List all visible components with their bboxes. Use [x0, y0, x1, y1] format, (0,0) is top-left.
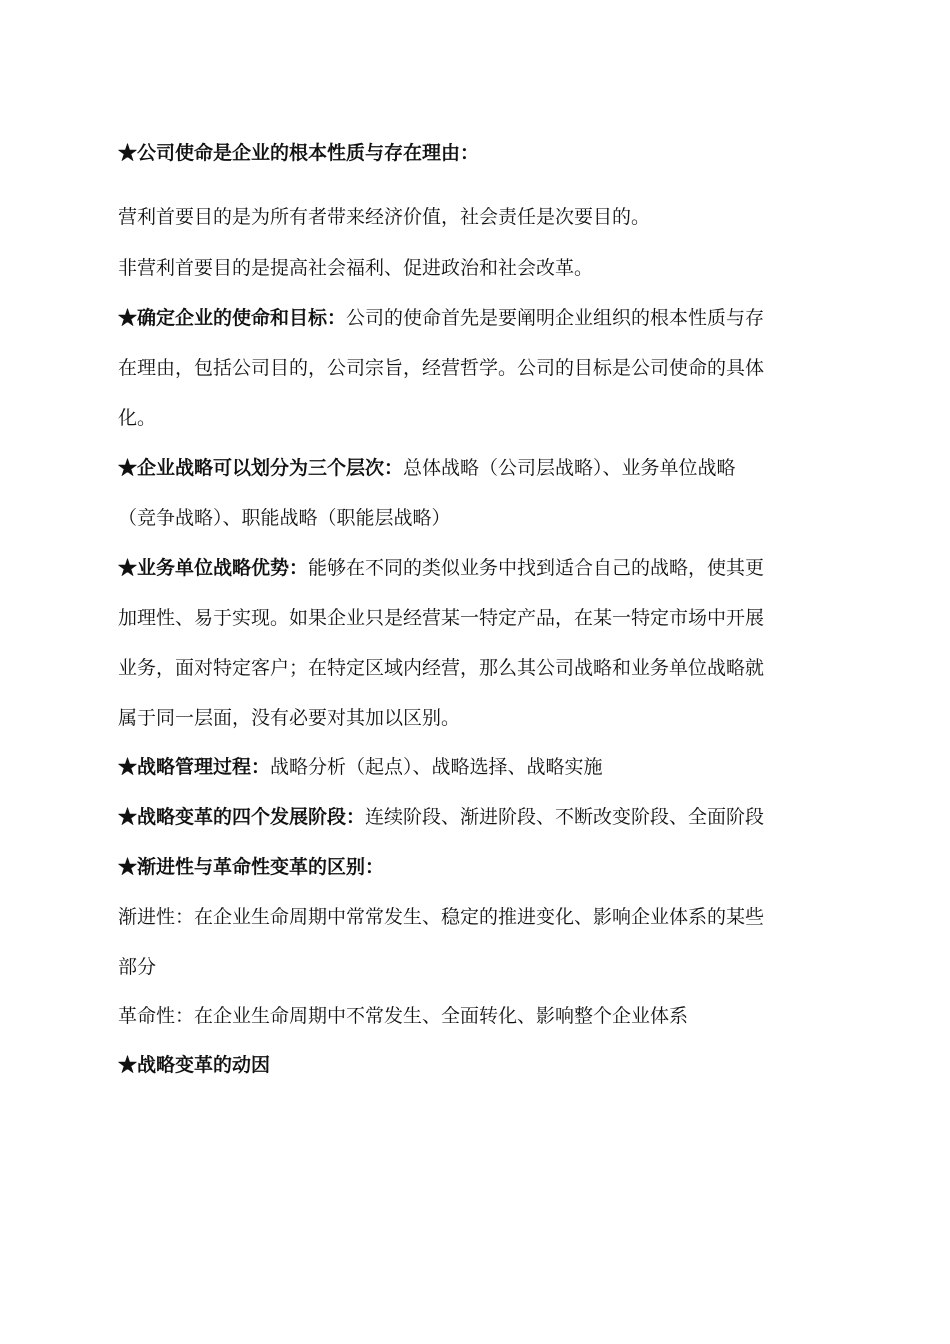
paragraph-nonprofit-purpose: 非营利首要目的是提高社会福利、促进政治和社会改革。 — [118, 257, 594, 279]
paragraph-incremental-change: 渐进性：在企业生命周期中常常发生、稳定的推进变化、影响企业体系的某些 部分 — [118, 906, 765, 978]
paragraph-strategy-levels: ★企业战略可以划分为三个层次：总体战略（公司层战略）、业务单位战略 （竞争战略）、职能战略（职能层战略） — [118, 457, 736, 529]
heading-strategy-process: ★战略管理过程： — [118, 756, 271, 778]
paragraph-profit-purpose: 营利首要目的是为所有者带来经济价值，社会责任是次要目的。 — [118, 206, 651, 228]
paragraph-change-stages: ★战略变革的四个发展阶段：连续阶段、渐进阶段、不断改变阶段、全面阶段 — [118, 806, 765, 828]
heading-strategy-levels: ★企业战略可以划分为三个层次： — [118, 457, 404, 479]
paragraph-revolutionary-change: 革命性：在企业生命周期中不常发生、全面转化、影响整个企业体系 — [118, 1005, 689, 1027]
heading-change-stages: ★战略变革的四个发展阶段： — [118, 806, 366, 828]
paragraph-strategy-process: ★战略管理过程：战略分析（起点）、战略选择、战略实施 — [118, 756, 603, 778]
paragraph-business-unit-advantage: ★业务单位战略优势：能够在不同的类似业务中找到适合自己的战略，使其更 加理性、易于实现。如果企业只是经营某一特定产品，在某一特定市场中开展 业务，面对特定客户；在特定区域内经营，那么其公司战略和业务单位战略就 属于同一层面，没有必要对其加以区别。 — [118, 557, 765, 729]
heading-mission-and-goals: ★确定企业的使命和目标： — [118, 307, 347, 329]
heading-company-mission: ★公司使命是企业的根本性质与存在理由： — [118, 142, 480, 164]
heading-change-difference: ★渐进性与革命性变革的区别： — [118, 856, 385, 878]
paragraph-mission-and-goals: ★确定企业的使命和目标：公司的使命首先是要阐明企业组织的根本性质与存 在理由，包括公司目的，公司宗旨，经营哲学。公司的目标是公司使命的具体 化。 — [118, 307, 765, 429]
heading-business-unit-advantage: ★业务单位战略优势： — [118, 557, 309, 579]
heading-change-drivers: ★战略变革的动因 — [118, 1054, 271, 1076]
